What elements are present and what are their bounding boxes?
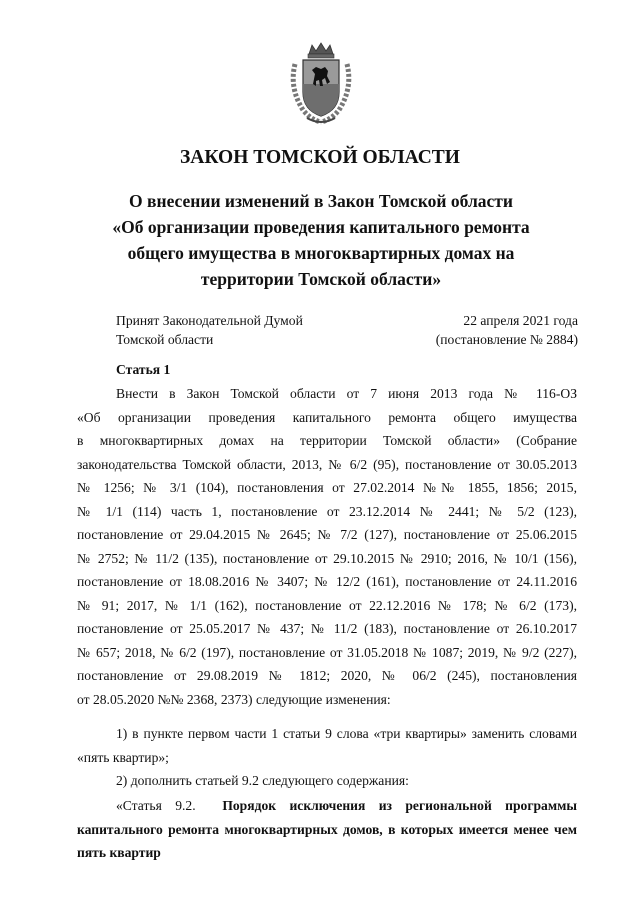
subtitle-line: О внесении изменений в Закон Томской области <box>129 191 513 211</box>
text-line: 1) в пункте первом части 1 статьи 9 слова «три квартиры» заменить словами <box>116 726 577 741</box>
text-line: постановление от 25.05.2017 № 437; № 11/2 (183), постановление от 26.10.2017 <box>77 621 577 636</box>
adoption-resolution-line: (постановление № 2884) <box>435 332 578 347</box>
item-2 <box>77 769 577 793</box>
text-line: «пять квартир»; <box>77 749 169 765</box>
subtitle-line: «Об организации проведения капитального ремонта <box>112 217 530 237</box>
text-line: № 1/1 (114) часть 1, постановление от 23.12.2014 № 2441; № 5/2 (123), <box>77 503 577 519</box>
adoption-body-line: Томской области <box>116 332 214 347</box>
text-line: пять квартир <box>77 845 161 860</box>
text-line: постановление от 29.08.2019 № 1812; 2020, № 06/2 (245), постановления <box>77 668 577 683</box>
text-line: № 91; 2017, № 1/1 (162), постановление от 22.12.2016 № 178; № 6/2 (173), <box>77 597 577 613</box>
text-line: 2) дополнить статьей 9.2 следующего содержания: <box>116 773 409 788</box>
article-9-2-prefix: «Статья 9.2. <box>116 798 196 813</box>
item-1 <box>77 722 577 769</box>
subtitle-line: общего имущества в многоквартирных домах на <box>127 243 515 263</box>
law-subtitle <box>60 188 582 292</box>
text-line: № 2752; № 11/2 (135), постановление от 29.10.2015 № 2910; 2016, № 10/1 (156), <box>77 550 577 566</box>
article-9-2-title: Порядок исключения из региональной программы <box>222 798 577 813</box>
subtitle-line: территории Томской области» <box>200 269 442 289</box>
paragraph-1 <box>77 382 577 711</box>
text-line: № 657; 2018, № 6/2 (197), постановление от 31.05.2018 № 1087; 2019, № 9/2 (227), <box>77 644 577 660</box>
text-line: «Об организации проведения капитального ремонта общего имущества <box>77 409 577 425</box>
text-line: Внести в Закон Томской области от 7 июня 2013 года № 116-ОЗ <box>116 386 577 401</box>
text-line: постановление от 18.08.2016 № 3407; № 12/2 (161), постановление от 24.11.2016 <box>77 574 577 589</box>
text-line: капитального ремонта многоквартирных домов, в которых имеется менее чем <box>77 821 577 837</box>
article-9-2 <box>77 794 577 865</box>
tomsk-oblast-coat-of-arms <box>285 40 357 126</box>
text-line: № 1256; № 3/1 (104), постановления от 27.02.2014 №№ 1855, 1856; 2015, <box>77 480 577 495</box>
adoption-body <box>116 311 303 349</box>
adoption-body-line: Принят Законодательной Думой <box>116 313 303 328</box>
text-line: постановление от 29.04.2015 № 2645; № 7/2 (127), постановление от 25.06.2015 <box>77 527 577 542</box>
text-line: законодательства Томской области, 2013, № 6/2 (95), постановление от 30.05.2013 <box>77 456 577 472</box>
law-title: ЗАКОН ТОМСКОЙ ОБЛАСТИ <box>180 147 460 168</box>
article-heading: Статья 1 <box>116 362 171 377</box>
text-line <box>77 794 577 818</box>
text-line: в многоквартирных домах на территории Томской области» (Собрание <box>77 433 577 448</box>
text-line: от 28.05.2020 №№ 2368, 2373) следующие изменения: <box>77 691 391 707</box>
adoption-date-line: 22 апреля 2021 года <box>463 313 578 328</box>
adoption-date <box>436 311 578 349</box>
